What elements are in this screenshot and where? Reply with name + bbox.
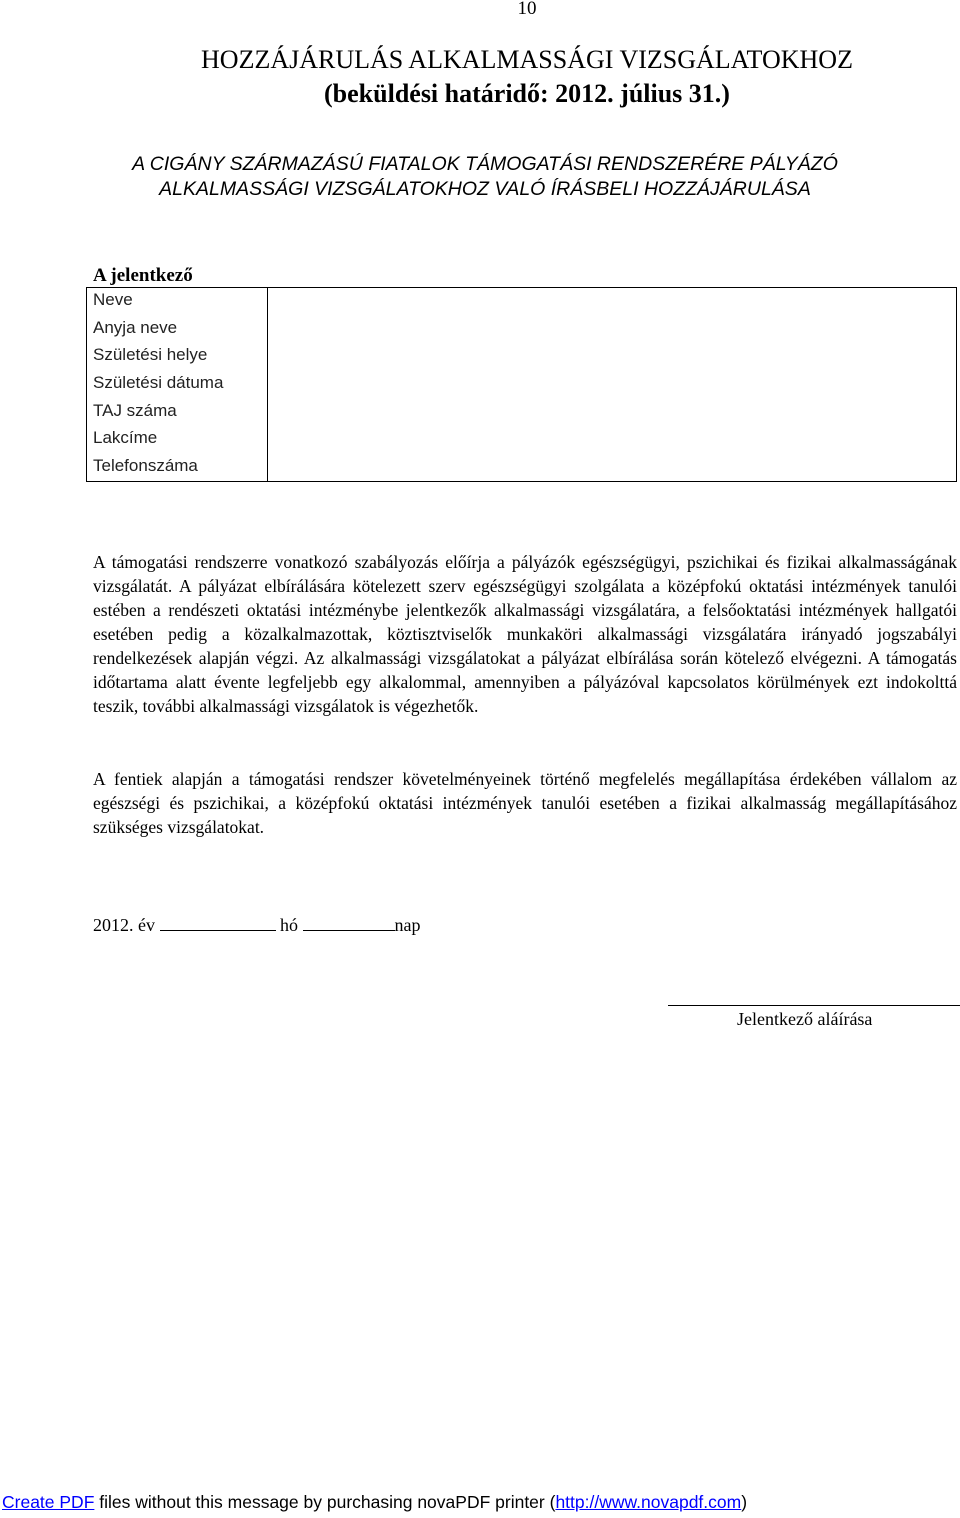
- date-line: [93, 912, 421, 936]
- field-label-name: Neve: [93, 290, 133, 309]
- form-subtitle-line-2: ALKALMASSÁGI VIZSGÁLATOKHOZ VALÓ ÍRÁSBELI HOZZÁJÁRULÁSA: [159, 178, 811, 200]
- table-column-divider: [267, 288, 268, 481]
- document-title: HOZZÁJÁRULÁS ALKALMASSÁGI VIZSGÁLATOKHOZ: [201, 45, 853, 74]
- signature-line[interactable]: [668, 1005, 960, 1006]
- footer-end: ): [741, 1492, 748, 1512]
- field-label-taj-number: TAJ száma: [93, 401, 177, 420]
- month-blank[interactable]: [160, 912, 276, 931]
- regulation-paragraph: A támogatási rendszerre vonatkozó szabályozás előírja a pályázók egészségügyi, pszichikai és fizikai alkalmasságának vizsgálatát. A pályázat elbírálására kötelezett szerv egészségügyi szolgálata a középfokú oktatási intézmények tanulói estében a rendészeti oktatási intézménybe jelentkezők alkalmassági vizsgálatára, a felsőoktatási intézmények hallgatói esetében pedig a közalkalmazottak, köztisztviselők munkaköri alkalmassági vizsgálatára irányadó jogszabályi rendelkezések alapján végzi. Az alkalmassági vizsgálatokat a pályázat elbírálása során kötelező elvégezni. A támogatás időtartama alatt évente legfeljebb egy alkalommal, amennyiben a pályázóval kapcsolatos körülmények ezt indokolttá teszik, további alkalmassági vizsgálatok is végezhetők.: [93, 552, 957, 716]
- footer-text: files without this message by purchasing novaPDF printer (: [94, 1492, 556, 1512]
- field-label-mother-name: Anyja neve: [93, 318, 178, 337]
- field-label-birth-date: Születési dátuma: [93, 373, 224, 392]
- deadline-subtitle: (beküldési határidő: 2012. július 31.): [324, 79, 730, 108]
- pdf-footer: [2, 1492, 747, 1513]
- signature-label: Jelentkező aláírása: [737, 1009, 873, 1029]
- applicant-heading: A jelentkező: [93, 265, 193, 286]
- day-blank[interactable]: [303, 912, 395, 931]
- consent-paragraph: A fentiek alapján a támogatási rendszer követelményeinek történő megfelelés megállapítása érdekében vállalom az egészségi és pszichikai, a középfokú oktatási intézmények tanulói esetében a fizikai alkalmasság megállapításához szükséges vizsgálatokat.: [93, 769, 957, 837]
- field-label-birth-place: Születési helye: [93, 345, 208, 364]
- date-year: 2012. év: [93, 915, 155, 935]
- page-number: 10: [517, 0, 537, 19]
- field-label-address: Lakcíme: [93, 428, 158, 447]
- create-pdf-link[interactable]: Create PDF: [2, 1492, 95, 1512]
- field-label-phone: Telefonszáma: [93, 456, 198, 475]
- date-day-label: nap: [394, 915, 421, 935]
- novapdf-link[interactable]: http://www.novapdf.com: [555, 1492, 742, 1512]
- form-subtitle-line-1: A CIGÁNY SZÁRMAZÁSÚ FIATALOK TÁMOGATÁSI RENDSZERÉRE PÁLYÁZÓ: [132, 153, 838, 175]
- date-month-label: hó: [280, 915, 298, 935]
